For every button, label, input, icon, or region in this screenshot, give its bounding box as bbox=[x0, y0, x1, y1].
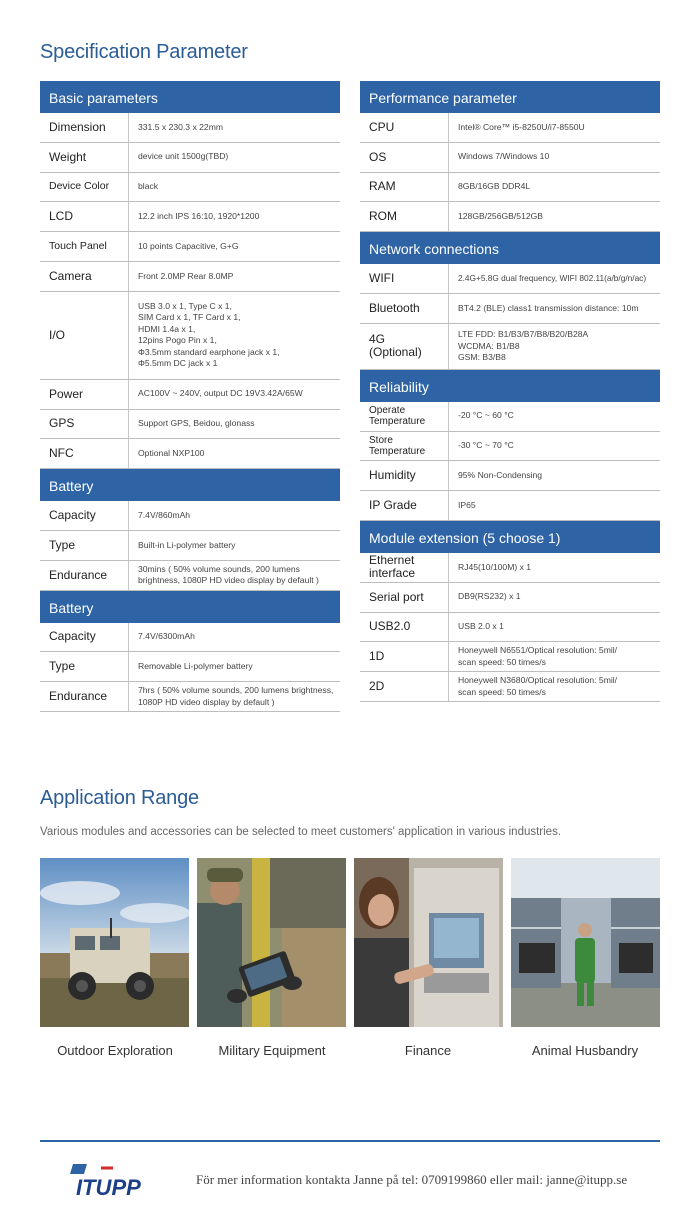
spec-row bbox=[40, 173, 340, 203]
spec-value: 8GB/16GB DDR4L bbox=[458, 181, 531, 192]
spec-label: Operate Temperature bbox=[360, 402, 449, 431]
spec-label: Humidity bbox=[360, 461, 449, 490]
spec-label: ROM bbox=[360, 202, 449, 231]
spec-label: RAM bbox=[360, 173, 449, 202]
spec-label: Type bbox=[40, 652, 129, 681]
spec-value: black bbox=[138, 181, 159, 192]
spec-label: IP Grade bbox=[360, 491, 449, 520]
spec-label: Device Color bbox=[40, 173, 129, 202]
svg-text:ITUPP: ITUPP bbox=[76, 1175, 141, 1200]
spec-value: Windows 7/Windows 10 bbox=[458, 151, 550, 162]
spec-value: Optional NXP100 bbox=[138, 448, 205, 459]
spec-label: LCD bbox=[40, 202, 129, 231]
spec-label: Dimension bbox=[40, 113, 129, 142]
spec-left-column bbox=[40, 81, 340, 712]
application-title: Application Range bbox=[40, 787, 199, 809]
spec-value: AC100V ~ 240V, output DC 19V3.42A/65W bbox=[138, 388, 303, 399]
caption-military-equipment: Military Equipment bbox=[218, 1043, 326, 1058]
spec-row bbox=[40, 232, 340, 262]
spec-row bbox=[40, 652, 340, 682]
spec-value: Intel® Core™ i5-8250U/i7-8550U bbox=[458, 121, 585, 132]
spec-value: device unit 1500g(TBD) bbox=[138, 151, 229, 162]
spec-value: 7.4V/860mAh bbox=[138, 509, 191, 520]
spec-value: 7hrs ( 50% volume sounds, 200 lumens brightness, 1080P HD video display by default ) bbox=[138, 685, 334, 707]
spec-row bbox=[360, 672, 660, 702]
spec-label: Weight bbox=[40, 143, 129, 172]
spec-row bbox=[40, 682, 340, 712]
section-header-module-extension: Module extension (5 choose 1) bbox=[360, 521, 660, 553]
spec-value: BT4.2 (BLE) class1 transmission distance: 10m bbox=[458, 302, 639, 313]
spec-row bbox=[360, 432, 660, 462]
spec-value: Honeywell N3680/Optical resolution: 5mil/ scan speed: 50 times/s bbox=[458, 675, 618, 697]
spec-value: -20 °C ~ 60 °C bbox=[458, 410, 514, 421]
spec-row bbox=[40, 113, 340, 143]
spec-label: I/O bbox=[40, 292, 129, 379]
spec-label: CPU bbox=[360, 113, 449, 142]
photo-animal-husbandry bbox=[511, 858, 660, 1027]
spec-row bbox=[40, 262, 340, 292]
spec-value: RJ45(10/100M) x 1 bbox=[458, 561, 532, 572]
spec-row bbox=[360, 461, 660, 491]
spec-label: Power bbox=[40, 380, 129, 409]
spec-label: 1D bbox=[360, 642, 449, 671]
spec-value: Front 2.0MP Rear 8.0MP bbox=[138, 270, 234, 281]
spec-label: NFC bbox=[40, 439, 129, 468]
spec-label: USB2.0 bbox=[360, 613, 449, 642]
spec-row bbox=[360, 402, 660, 432]
spec-row bbox=[40, 143, 340, 173]
spec-row bbox=[40, 202, 340, 232]
spec-row bbox=[360, 491, 660, 521]
spec-value: DB9(RS232) x 1 bbox=[458, 591, 521, 602]
spec-row bbox=[360, 113, 660, 143]
spec-row bbox=[360, 613, 660, 643]
spec-right-column bbox=[360, 81, 660, 702]
spec-label: OS bbox=[360, 143, 449, 172]
spec-value: USB 2.0 x 1 bbox=[458, 621, 504, 632]
spec-value: 10 points Capacitive, G+G bbox=[138, 240, 239, 251]
spec-value: 7.4V/6300mAh bbox=[138, 631, 195, 642]
spec-value: Removable Li-polymer battery bbox=[138, 661, 253, 671]
spec-value: USB 3.0 x 1, Type C x 1, SIM Card x 1, TF Card x 1, HDMI 1.4a x 1, 12pins Pogo Pin x 1, Φ3.5mm standard earphone jack x 1, Φ5.5mm DC jack x 1 bbox=[138, 300, 280, 369]
spec-row bbox=[360, 173, 660, 203]
spec-value: 95% Non-Condensing bbox=[458, 470, 543, 481]
spec-row bbox=[40, 380, 340, 410]
spec-value: Honeywell N6551/Optical resolution: 5mil/ scan speed: 50 times/s bbox=[458, 645, 618, 667]
spec-label: Camera bbox=[40, 262, 129, 291]
spec-label: Store Temperature bbox=[360, 432, 449, 461]
spec-row bbox=[360, 202, 660, 232]
spec-label: Type bbox=[40, 531, 129, 560]
spec-label: Endurance bbox=[40, 682, 129, 711]
spec-label: Capacity bbox=[40, 501, 129, 530]
spec-row bbox=[360, 553, 660, 583]
caption-finance: Finance bbox=[404, 1043, 452, 1058]
spec-value: 12.2 inch IPS 16:10, 1920*1200 bbox=[138, 211, 260, 222]
spec-label: Capacity bbox=[40, 623, 129, 652]
spec-label: WIFI bbox=[360, 264, 449, 293]
section-header-basic: Basic parameters bbox=[40, 81, 340, 113]
spec-label: Endurance bbox=[40, 561, 129, 590]
spec-row bbox=[40, 561, 340, 591]
spec-row bbox=[40, 439, 340, 469]
spec-value: 128GB/256GB/512GB bbox=[458, 211, 544, 222]
spec-value: -30 °C ~ 70 °C bbox=[458, 440, 514, 451]
itupp-logo bbox=[67, 1152, 161, 1200]
spec-row bbox=[360, 294, 660, 324]
spec-label: Serial port bbox=[360, 583, 449, 612]
spec-title: Specification Parameter bbox=[40, 41, 248, 63]
photo-outdoor-exploration bbox=[40, 858, 189, 1027]
spec-value: Support GPS, Beidou, glonass bbox=[138, 418, 255, 429]
spec-value: 2.4G+5.8G dual frequency, WIFI 802.11(a/b/g/n/ac) bbox=[458, 272, 647, 283]
caption-outdoor-exploration: Outdoor Exploration bbox=[57, 1043, 173, 1058]
spec-row bbox=[40, 531, 340, 561]
section-header-battery: Battery bbox=[40, 591, 340, 623]
photo-military-equipment bbox=[197, 858, 346, 1027]
application-subtitle: Various modules and accessories can be selected to meet customers' application in various industries. bbox=[40, 826, 562, 838]
spec-label: 4G (Optional) bbox=[360, 324, 449, 369]
spec-row bbox=[40, 410, 340, 440]
spec-label: GPS bbox=[40, 410, 129, 439]
section-header-network: Network connections bbox=[360, 232, 660, 264]
spec-label: 2D bbox=[360, 672, 449, 701]
spec-label: Bluetooth bbox=[360, 294, 449, 323]
caption-animal-husbandry: Animal Husbandry bbox=[531, 1043, 639, 1058]
photo-finance bbox=[354, 858, 503, 1027]
spec-value: LTE FDD: B1/B3/B7/B8/B20/B28A WCDMA: B1/B8 GSM: B3/B8 bbox=[458, 329, 589, 363]
spec-row bbox=[360, 264, 660, 294]
spec-value: Built-in Li-polymer battery bbox=[138, 539, 236, 550]
section-header-battery: Battery bbox=[40, 469, 340, 501]
spec-row bbox=[360, 583, 660, 613]
spec-label: Touch Panel bbox=[40, 232, 129, 261]
spec-row bbox=[40, 292, 340, 380]
section-header-performance: Performance parameter bbox=[360, 81, 660, 113]
spec-value: IP65 bbox=[458, 499, 476, 510]
footer-divider bbox=[40, 1140, 660, 1142]
spec-value: 331.5 x 230.3 x 22mm bbox=[138, 121, 224, 132]
contact-info: För mer information kontakta Janne på tel: 0709199860 eller mail: janne@itupp.se bbox=[196, 1172, 628, 1187]
spec-row bbox=[40, 623, 340, 653]
spec-label: Ethernet interface bbox=[360, 553, 449, 582]
spec-row bbox=[360, 642, 660, 672]
spec-row bbox=[360, 143, 660, 173]
spec-row bbox=[40, 501, 340, 531]
spec-row bbox=[360, 324, 660, 370]
spec-value: 30mins ( 50% volume sounds, 200 lumens brightness, 1080P HD video display by default ) bbox=[138, 563, 319, 586]
section-header-reliability: Reliability bbox=[360, 370, 660, 402]
